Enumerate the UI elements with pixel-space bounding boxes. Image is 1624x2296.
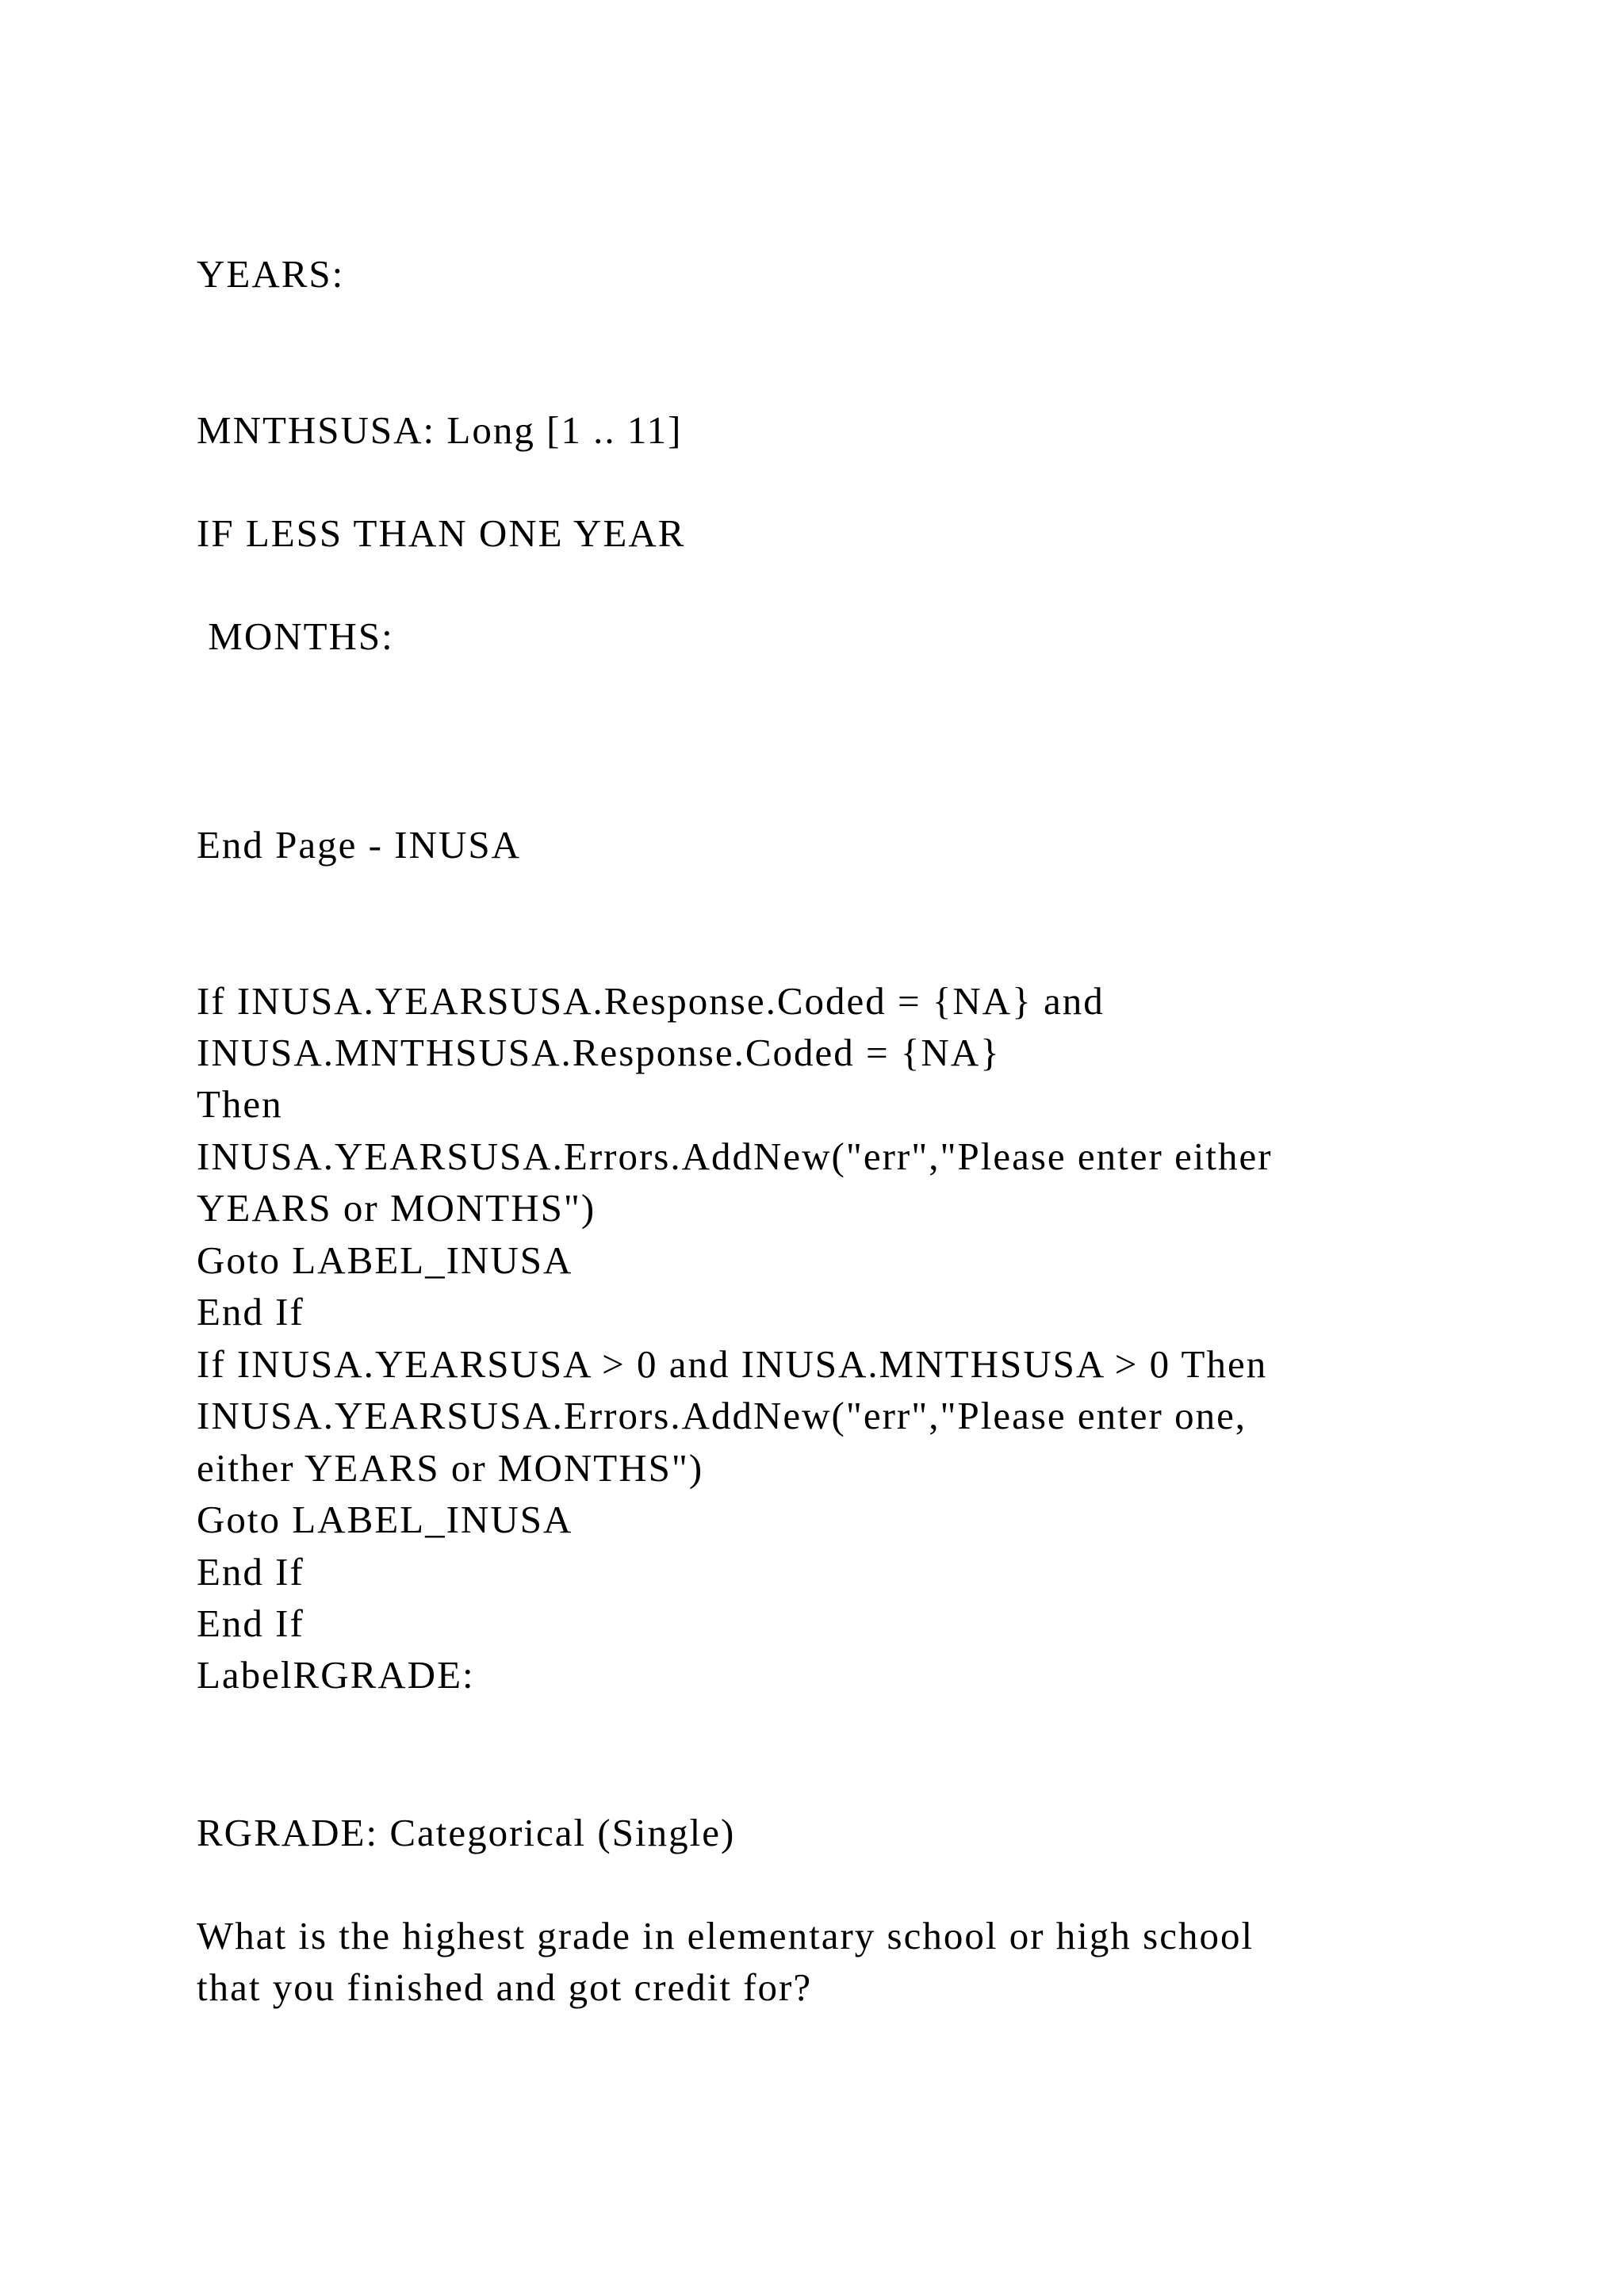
code-line: Goto LABEL_INUSA <box>197 1498 573 1541</box>
code-line: INUSA.YEARSUSA.Errors.AddNew("err","Please enter either <box>197 1135 1273 1178</box>
code-line: End If <box>197 1290 304 1334</box>
text-line-if-less-than-one-year: IF LESS THAN ONE YEAR <box>197 511 686 555</box>
code-line: Goto LABEL_INUSA <box>197 1238 573 1282</box>
text-line-months: MONTHS: <box>197 614 394 658</box>
code-line: INUSA.MNTHSUSA.Response.Coded = {NA} <box>197 1031 1001 1074</box>
code-line: End If <box>197 1601 304 1645</box>
code-line: If INUSA.YEARSUSA > 0 and INUSA.MNTHSUSA > 0 Then <box>197 1342 1268 1386</box>
text-line-years: YEARS: <box>197 252 345 296</box>
text-line-end-page: End Page - INUSA <box>197 823 521 867</box>
code-line: INUSA.YEARSUSA.Errors.AddNew("err","Please enter one, <box>197 1394 1247 1437</box>
code-line: either YEARS or MONTHS") <box>197 1446 704 1490</box>
text-line-label-rgrade: LabelRGRADE: <box>197 1653 475 1697</box>
text-line-rgrade-definition: RGRADE: Categorical (Single) <box>197 1811 736 1854</box>
question-text-line: that you finished and got credit for? <box>197 1965 813 2009</box>
code-line: End If <box>197 1550 304 1594</box>
code-line: If INUSA.YEARSUSA.Response.Coded = {NA} and <box>197 979 1105 1023</box>
code-line: YEARS or MONTHS") <box>197 1186 596 1230</box>
text-line-mnthsusa-definition: MNTHSUSA: Long [1 .. 11] <box>197 408 683 452</box>
code-line: Then <box>197 1082 283 1126</box>
question-text-line: What is the highest grade in elementary school or high school <box>197 1914 1254 1957</box>
